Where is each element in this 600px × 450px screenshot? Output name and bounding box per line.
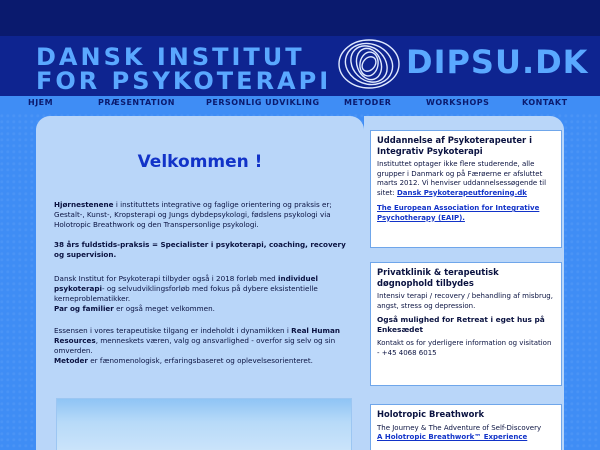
education-box	[370, 130, 562, 248]
welcome-heading: Velkommen !	[137, 152, 263, 172]
essence-text-3: er fænomenologisk, erfaringsbaseret og oplevelsesorienteret.	[87, 356, 313, 365]
intro-bold: Hjørnestenene	[54, 200, 114, 209]
education-body: Instituttet optager ikke flere studerende, alle grupper i Danmark og på Færøerne er afsluttet marts 2012. Vi henviser uddannelsessøgende til sitet:	[377, 160, 547, 197]
breathwork-box	[370, 404, 562, 450]
nav-item-hjem[interactable]: HJEM	[28, 98, 54, 107]
breathwork-text: The Journey & The Adventure of Self-Discovery	[377, 423, 542, 432]
dansk-psykoterapeutforening-link[interactable]: Dansk Psykoterapeutforening.dk	[396, 188, 527, 197]
essence-paragraph	[54, 326, 354, 366]
site-domain-name: DIPSU.DK	[406, 43, 589, 81]
retreat-subheading: Også mulighed for Retreat i eget hus på Enkesædet	[377, 315, 545, 334]
essence-text-2: , menneskets væren, valg og ansvarlighed - overfor sig selv og sin omverden.	[54, 336, 336, 355]
site-header	[0, 0, 600, 96]
breathwork-experience-link[interactable]: A Holotropic Breathwork™ Experience	[377, 433, 528, 441]
offer-text-3: er også meget velkommen.	[113, 304, 215, 313]
nav-item-workshops[interactable]: WORKSHOPS	[426, 98, 490, 107]
sidebar	[364, 116, 564, 450]
sky-photo	[56, 398, 352, 450]
main-nav	[0, 96, 600, 112]
intro-paragraph	[54, 200, 354, 230]
breathwork-title: Holotropic Breathwork	[377, 409, 485, 419]
essence-text-1: Essensen i vores terapeutiske tilgang er indeholdt i dynamikken i	[54, 326, 292, 335]
offer-text-1: Dansk Institut for Psykoterapi tilbyder også i 2018 forløb med	[54, 274, 279, 283]
offer-bold-1: individuel psykoterapi	[54, 274, 318, 293]
education-text	[377, 160, 555, 198]
offer-bold-2: Par og familier	[54, 304, 114, 313]
offer-paragraph	[54, 274, 354, 314]
nav-item-praesentation[interactable]: PRÆSENTATION	[98, 98, 175, 107]
education-title: Uddannelse af Psykoterapeuter i Integrativ Psykoterapi	[377, 135, 532, 156]
nav-item-metoder[interactable]: METODER	[344, 98, 392, 107]
site-title-line1: DANSK INSTITUT	[36, 43, 305, 71]
eaip-link[interactable]: The European Association for Integrative Psychotherapy (EAIP).	[377, 204, 540, 222]
clinic-contact-text: Kontakt os for yderligere information og visitation - +45 4068 6015	[377, 339, 552, 357]
clinic-box	[370, 262, 562, 386]
offer-text-2: - og selvudviklingsforløb med fokus på dybere eksistentielle kerneproblematikker.	[54, 284, 318, 303]
main-content-panel	[36, 116, 364, 450]
clinic-text-1: Intensiv terapi / recovery / behandling af misbrug, angst, stress og depression.	[377, 292, 553, 310]
nav-item-personlig-udvikling[interactable]: PERSONLIG UDVIKLING	[206, 98, 320, 107]
practice-paragraph	[54, 240, 354, 260]
nav-item-kontakt[interactable]: KONTAKT	[522, 98, 568, 107]
clinic-title: Privatklinik & terapeutisk døgnophold tilbydes	[377, 267, 499, 288]
essence-bold-1: Real Human Resources	[54, 326, 340, 345]
practice-bold: 38 års fuldstids-praksis = Specialister i psykoterapi, coaching, recovery og supervision.	[54, 240, 346, 259]
spiral-logo-icon	[334, 32, 404, 92]
intro-text: i instituttets integrative og faglige orientering og praksis er; Gestalt-, Kunst-, Kropsterapi og Jungs dybdepsykologi, fødslens psykologi via Holotropic Breathwork og den Transpersonlige psykologi.	[54, 200, 332, 229]
site-title-line2: FOR PSYKOTERAPI	[36, 67, 332, 95]
essence-bold-2: Metoder	[54, 356, 88, 365]
